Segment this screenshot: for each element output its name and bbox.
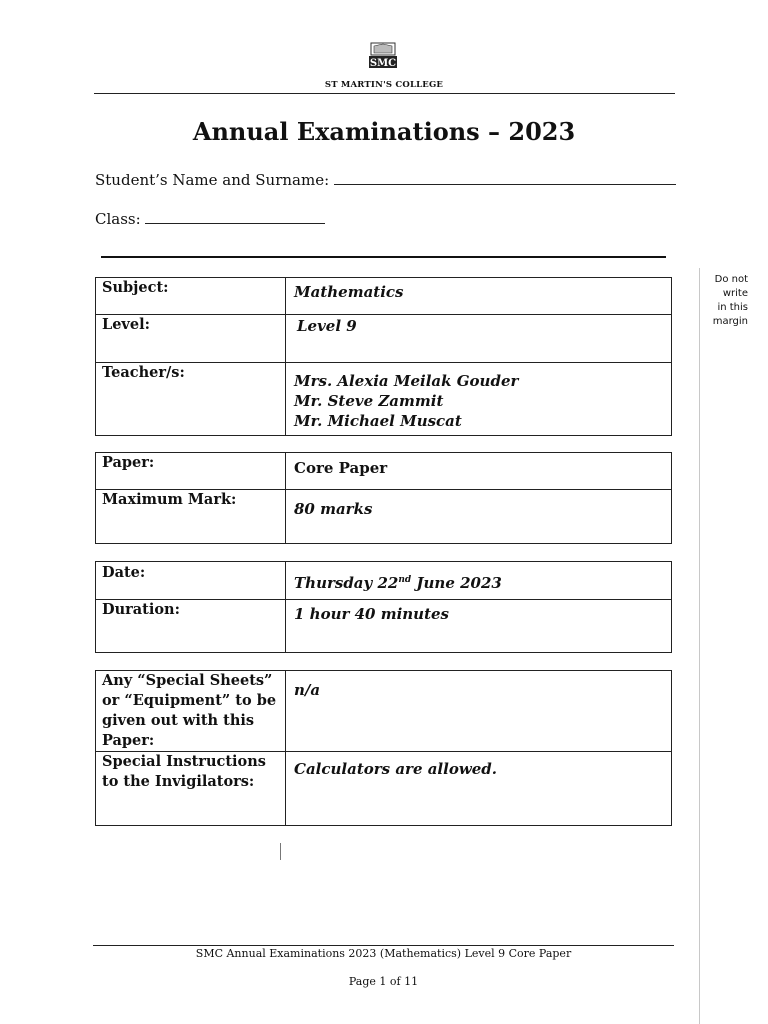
date-value bbox=[294, 570, 502, 593]
margin-note-line: Do not bbox=[714, 274, 748, 285]
teachers-row bbox=[96, 362, 671, 437]
margin-note-line: margin bbox=[712, 316, 748, 327]
level-row bbox=[96, 314, 671, 363]
class-field-label: Class: bbox=[95, 210, 141, 228]
special-sheets-label: given out with this bbox=[102, 712, 255, 729]
invigilator-label: Special Instructions bbox=[102, 753, 266, 770]
page-number: Page 1 of 11 bbox=[348, 975, 419, 988]
college-name: ST MARTIN'S COLLEGE bbox=[324, 80, 444, 90]
text-cursor bbox=[280, 843, 281, 860]
footer-rule bbox=[93, 945, 674, 946]
duration-label: Duration: bbox=[102, 601, 180, 618]
logo-text: SMC bbox=[369, 58, 397, 69]
margin-rule bbox=[699, 268, 700, 1024]
paper-value: Core Paper bbox=[294, 459, 388, 477]
date-rest: June 2023 bbox=[411, 574, 502, 592]
class-field-blank[interactable] bbox=[145, 209, 325, 224]
college-crest-logo bbox=[368, 42, 398, 72]
subject-row bbox=[96, 278, 671, 314]
margin-note-line: in this bbox=[717, 302, 748, 313]
section-divider bbox=[101, 256, 666, 258]
invigilator-value: Calculators are allowed. bbox=[294, 760, 497, 778]
invigilator-row bbox=[96, 751, 671, 827]
invigilator-label: to the Invigilators: bbox=[102, 773, 255, 790]
teachers-label: Teacher/s: bbox=[102, 364, 185, 381]
special-sheets-row bbox=[96, 671, 671, 751]
teacher-name: Mr. Michael Muscat bbox=[294, 412, 462, 430]
max-mark-label: Maximum Mark: bbox=[102, 491, 237, 508]
date-label: Date: bbox=[102, 564, 146, 581]
name-field-blank[interactable] bbox=[334, 170, 676, 185]
date-day: Thursday 22 bbox=[294, 574, 399, 592]
date-table bbox=[95, 561, 672, 653]
paper-table bbox=[95, 452, 672, 544]
subject-value: Mathematics bbox=[294, 283, 404, 301]
teacher-name: Mr. Steve Zammit bbox=[294, 392, 444, 410]
duration-value: 1 hour 40 minutes bbox=[294, 605, 449, 623]
exam-title: Annual Examinations – 2023 bbox=[192, 117, 576, 146]
margin-note-line: write bbox=[722, 288, 748, 299]
class-field-row bbox=[95, 209, 325, 228]
footer-text: SMC Annual Examinations 2023 (Mathematics) Level 9 Core Paper bbox=[195, 947, 572, 960]
paper-row bbox=[96, 453, 671, 489]
special-sheets-label: or “Equipment” to be bbox=[102, 692, 277, 709]
date-row bbox=[96, 562, 671, 599]
instructions-table bbox=[95, 670, 672, 826]
special-sheets-label: Paper: bbox=[102, 732, 155, 749]
subject-label: Subject: bbox=[102, 279, 169, 296]
paper-label: Paper: bbox=[102, 454, 155, 471]
teacher-name: Mrs. Alexia Meilak Gouder bbox=[294, 372, 519, 390]
special-sheets-value: n/a bbox=[294, 681, 321, 699]
margin-note bbox=[700, 273, 748, 329]
header-rule bbox=[94, 93, 675, 94]
max-mark-row bbox=[96, 489, 671, 545]
level-value: Level 9 bbox=[297, 317, 357, 335]
name-field-row bbox=[95, 170, 676, 189]
duration-row bbox=[96, 599, 671, 654]
level-label: Level: bbox=[102, 316, 150, 333]
subject-table bbox=[95, 277, 672, 436]
name-field-label: Student’s Name and Surname: bbox=[95, 171, 330, 189]
max-mark-value: 80 marks bbox=[294, 500, 373, 518]
special-sheets-label: Any “Special Sheets” bbox=[102, 672, 273, 689]
date-suffix: nd bbox=[398, 575, 412, 585]
